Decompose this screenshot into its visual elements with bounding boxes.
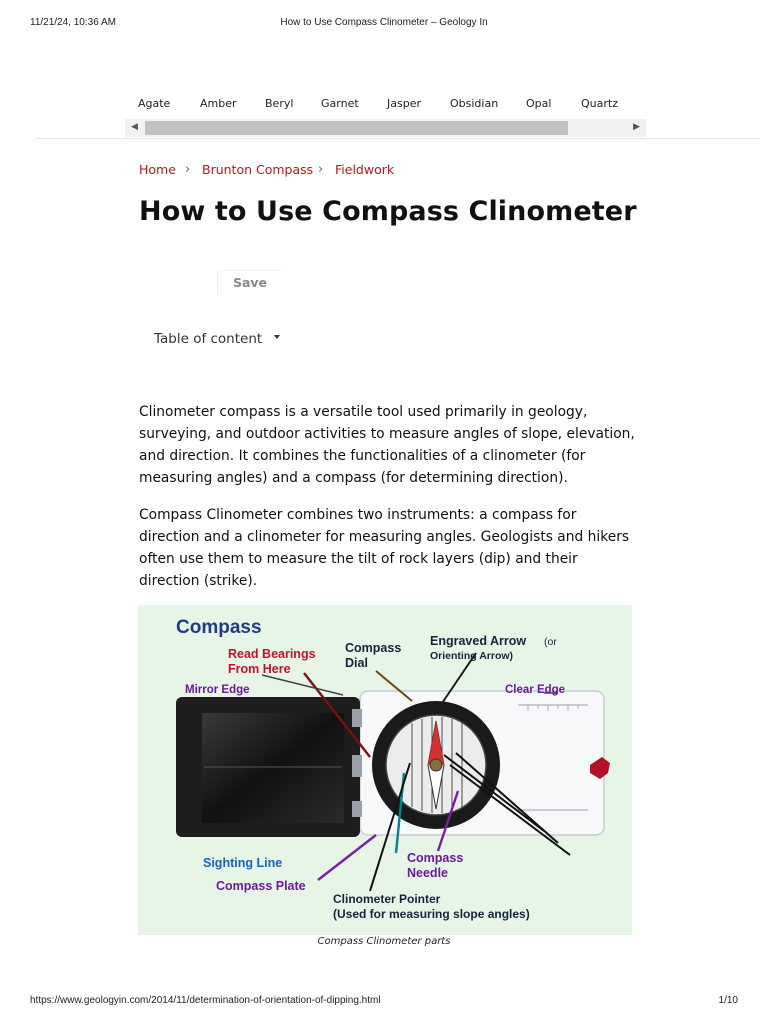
label-read-bearings: Read Bearings	[228, 647, 316, 661]
nav-item-obsidian[interactable]: Obsidian	[450, 97, 499, 110]
nav-scrollbar[interactable]	[125, 119, 646, 137]
nav-item-opal[interactable]: Opal	[526, 97, 552, 110]
label-compass-needle-2: Needle	[407, 866, 448, 880]
toc-label: Table of content	[154, 331, 263, 347]
article-paragraph: Clinometer compass is a versatile tool used primarily in geology, surveying, and outdoor activities to measure angles of slope, elevation, and direction. It combines the functionalities of a clinometer (for measuring angles) and a compass (for determining direction).	[139, 404, 635, 486]
nav-item-garnet[interactable]: Garnet	[321, 97, 359, 110]
label-orienting-arrow: Orienting Arrow)	[430, 650, 514, 662]
page-title: How to Use Compass Clinometer	[139, 196, 637, 227]
label-compass-dial: Compass	[345, 641, 402, 655]
label-compass-needle: Compass	[407, 851, 464, 865]
label-clinometer-pointer-2: (Used for measuring slope angles)	[333, 907, 530, 921]
label-read-bearings-2: From Here	[228, 662, 291, 676]
scroll-left-icon[interactable]: ◀	[131, 122, 138, 132]
print-page-title: How to Use Compass Clinometer – Geology In	[280, 17, 488, 28]
scroll-right-icon[interactable]: ▶	[633, 122, 640, 132]
label-clinometer-pointer: Clinometer Pointer	[333, 892, 441, 906]
breadcrumb-brunton-compass[interactable]: Brunton Compass	[202, 162, 314, 177]
scrollbar-thumb[interactable]	[145, 121, 568, 135]
nav-item-amber[interactable]: Amber	[200, 97, 237, 110]
label-compass-plate: Compass Plate	[216, 879, 306, 893]
save-button[interactable]: Save	[217, 270, 282, 295]
label-mirror-edge: Mirror Edge	[185, 684, 250, 696]
breadcrumb-separator-icon: ›	[185, 162, 191, 177]
print-url: https://www.geologyin.com/2014/11/determination-of-orientation-of-dipping.html	[30, 995, 381, 1006]
label-compass-dial-2: Dial	[345, 656, 368, 670]
article-paragraph: Compass Clinometer combines two instruments: a compass for direction and a clinometer for measuring angles. Geologists and hikers often use them to measure the tilt of rock layers (dip) and their direction (strike).	[139, 507, 630, 589]
nav-item-beryl[interactable]: Beryl	[265, 97, 294, 110]
nav-item-quartz[interactable]: Quartz	[581, 97, 618, 110]
print-datetime: 11/21/24, 10:36 AM	[30, 17, 116, 28]
header-divider	[36, 138, 760, 139]
breadcrumb-separator-icon: ›	[318, 162, 324, 177]
nav-item-agate[interactable]: Agate	[138, 97, 171, 110]
figure-heading: Compass	[176, 617, 262, 638]
mirror-glass	[202, 713, 344, 823]
nav-item-jasper[interactable]: Jasper	[387, 97, 421, 110]
print-page-number: 1/10	[718, 995, 738, 1006]
breadcrumb-fieldwork[interactable]: Fieldwork	[335, 162, 395, 177]
breadcrumb-home[interactable]: Home	[139, 162, 176, 177]
table-of-content-toggle[interactable]	[154, 331, 280, 347]
label-engraved-or: (or	[544, 636, 557, 648]
label-sighting-line: Sighting Line	[203, 856, 283, 870]
label-clear-edge: Clear Edge	[505, 684, 566, 696]
label-engraved-arrow: Engraved Arrow	[430, 634, 527, 648]
caret-down-icon	[274, 335, 280, 339]
compass-diagram	[138, 605, 632, 935]
figure-caption: Compass Clinometer parts	[317, 936, 451, 947]
